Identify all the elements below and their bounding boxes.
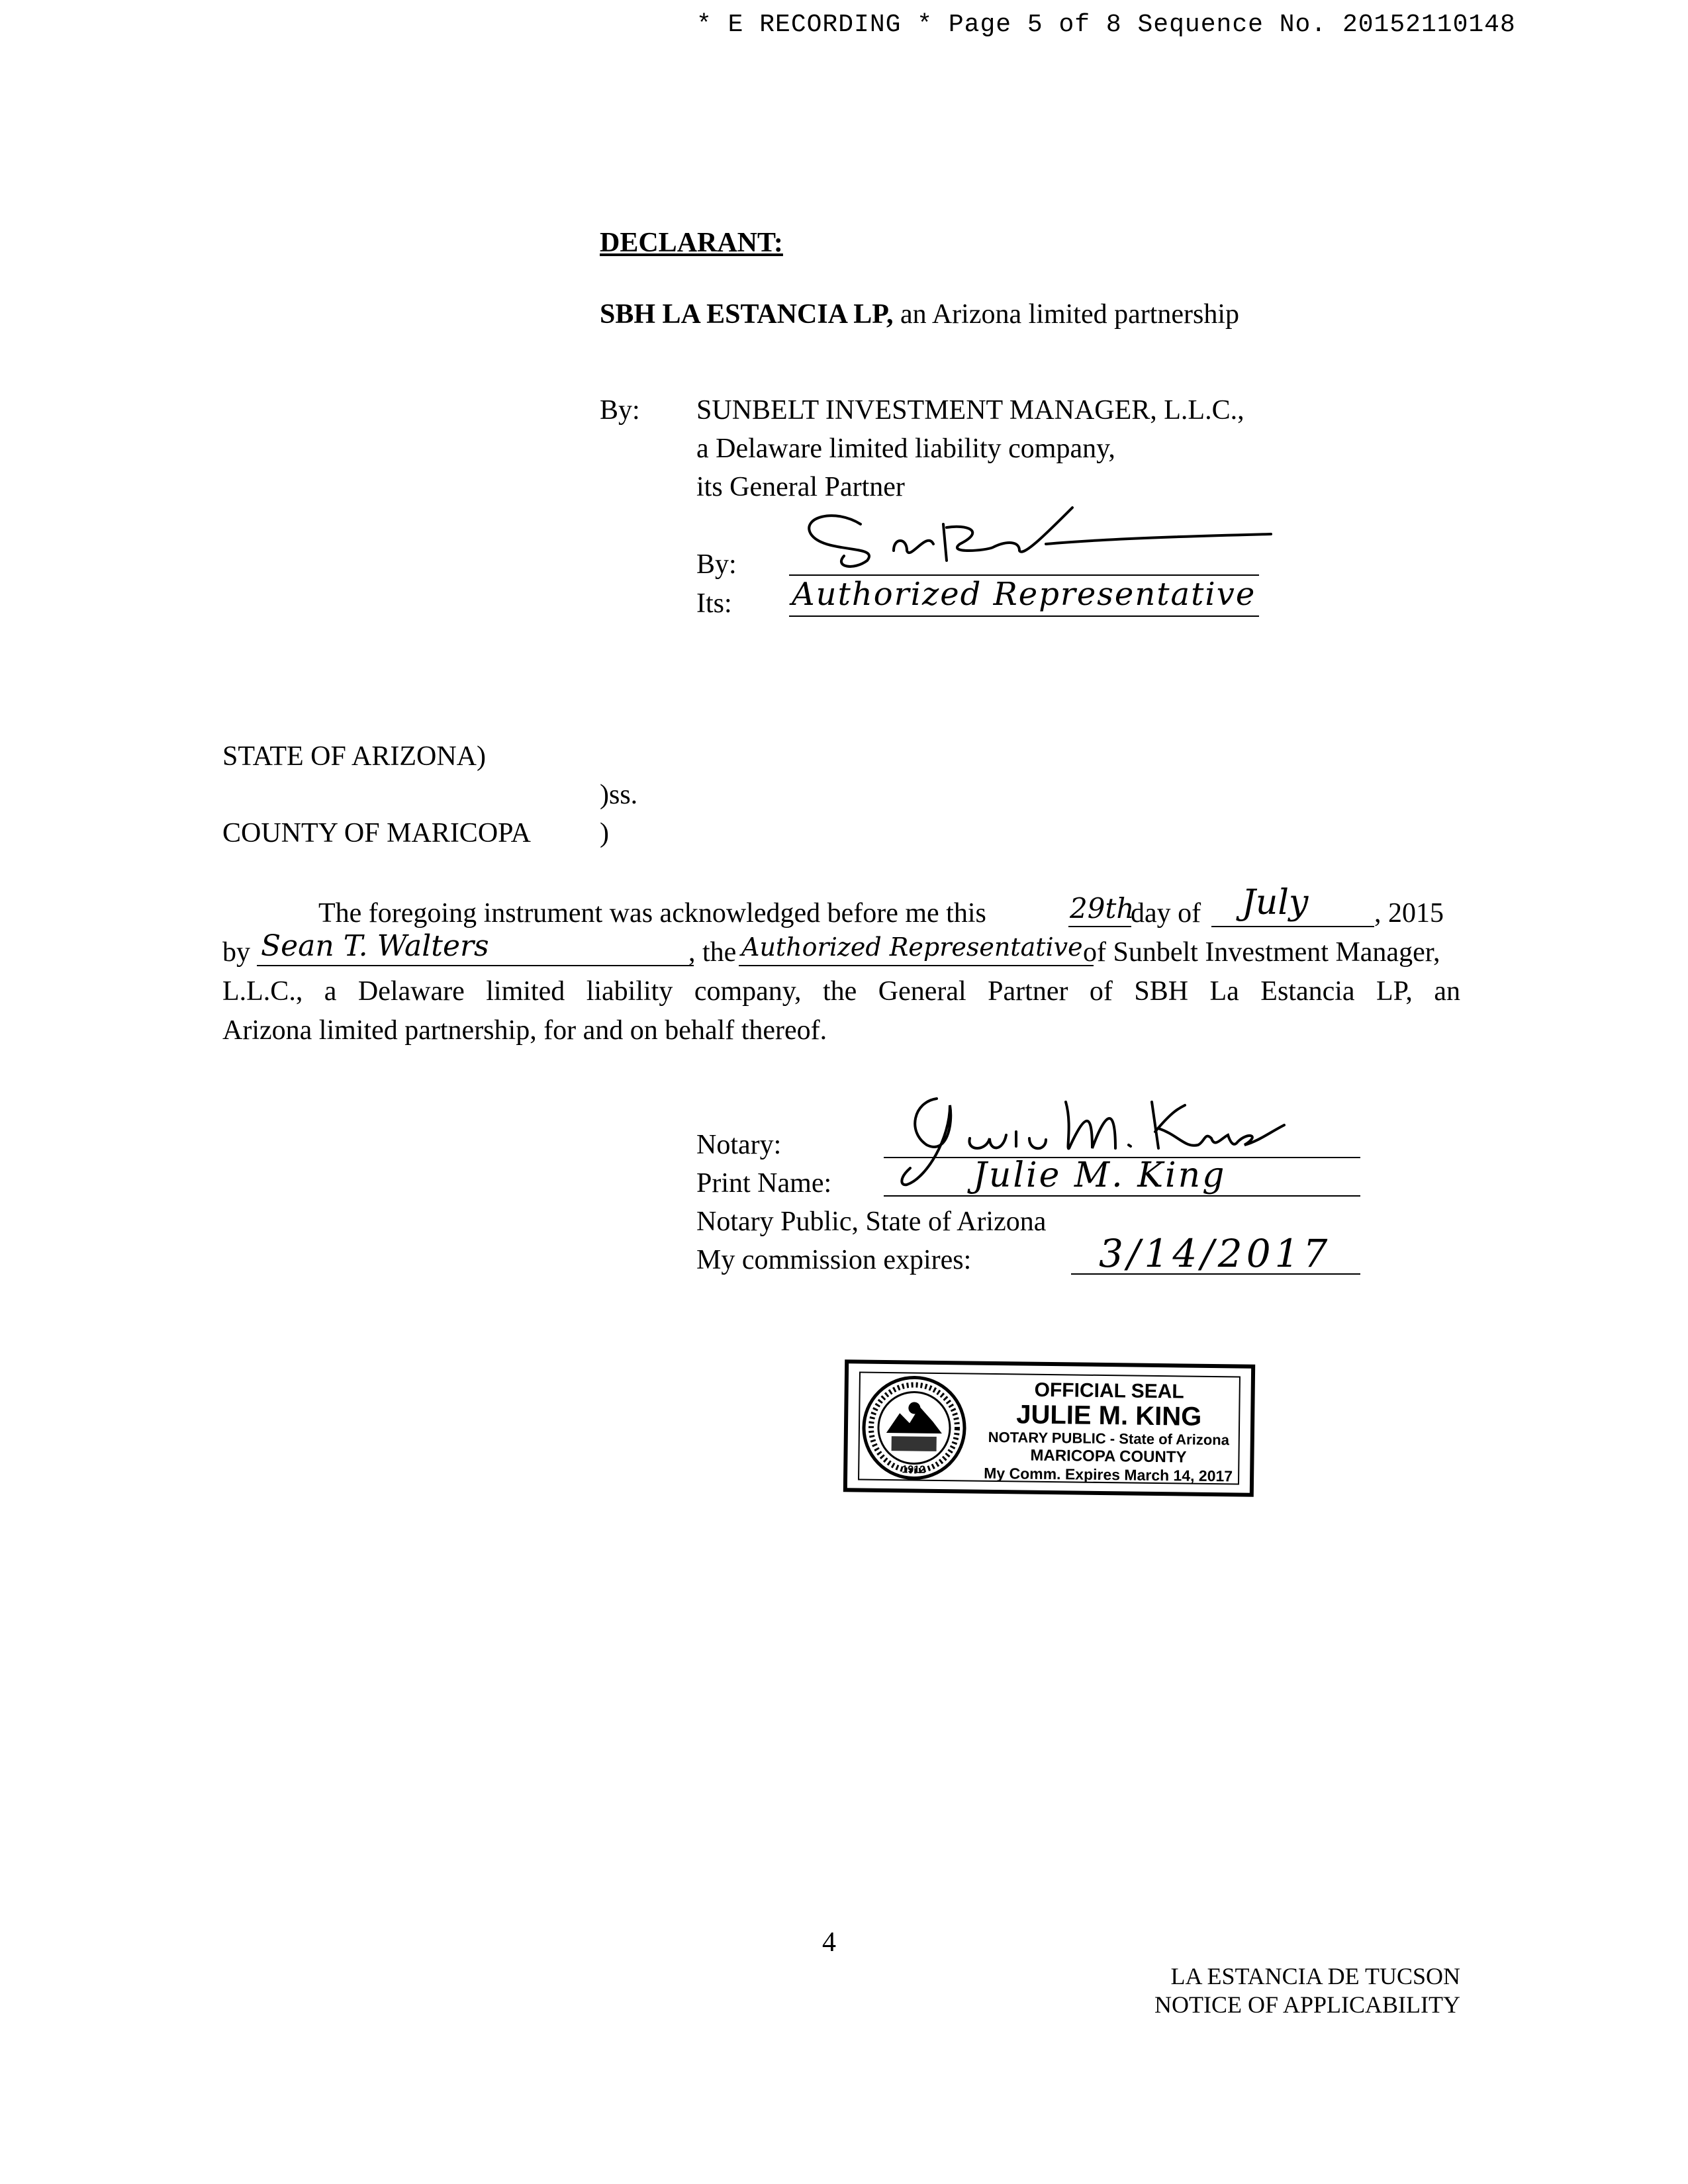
manager-line-2: a Delaware limited liability company, — [696, 433, 1115, 464]
expires-date-handwritten: 3/14/2017 — [1099, 1231, 1332, 1276]
seal-line-5: My Comm. Expires March 14, 2017 — [984, 1464, 1233, 1485]
declarant-party — [600, 298, 1239, 331]
declarant-heading: DECLARANT: — [600, 228, 783, 258]
signer-handwritten: Sean T. Walters — [261, 929, 489, 963]
seal-line-4: MARICOPA COUNTY — [1030, 1446, 1187, 1467]
notary-label: Notary: — [696, 1130, 782, 1160]
commission-expires-label: My commission expires: — [696, 1245, 972, 1275]
ack-line-4-text: Arizona limited partnership, for and on behalf thereof. — [222, 1015, 827, 1046]
county-label: COUNTY OF MARICOPA — [222, 818, 531, 848]
its-title-handwritten: Authorized Representative — [792, 576, 1256, 613]
manager-line-3: its General Partner — [696, 472, 905, 502]
declarant-signature — [794, 504, 1284, 577]
its-line — [789, 615, 1259, 617]
notary-public-line: Notary Public, State of Arizona — [696, 1206, 1047, 1237]
manager-line-1: SUNBELT INVESTMENT MANAGER, L.L.C., — [696, 395, 1244, 426]
state-line: STATE OF ARIZONA) — [222, 741, 486, 772]
the-word: , the — [688, 937, 737, 968]
day-of-label: day of — [1131, 898, 1201, 929]
ack-line-3-text: L.L.C., a Delaware limited liability company, the General Partner of SBH La Estancia LP, an — [222, 976, 1460, 1007]
print-name-line — [884, 1195, 1360, 1197]
seal-line-1: OFFICIAL SEAL — [1034, 1379, 1184, 1403]
month-blank — [1211, 926, 1374, 927]
party-description: an Arizona limited partnership — [893, 299, 1240, 330]
year-label: , 2015 — [1374, 898, 1444, 929]
print-name-label: Print Name: — [696, 1168, 832, 1199]
seal-line-2: JULIE M. KING — [1015, 1400, 1202, 1432]
print-name-handwritten: Julie M. King — [973, 1156, 1227, 1195]
signature-by-label: By: — [696, 549, 737, 580]
ack-line-3 — [222, 972, 1460, 1011]
signature-its-label: Its: — [696, 588, 732, 619]
page-number: 4 — [822, 1927, 836, 1958]
ss-mark: )ss. — [600, 780, 638, 810]
footer-doc-line-1: LA ESTANCIA DE TUCSON — [1170, 1963, 1460, 1989]
title-handwritten: Authorized Representative — [741, 933, 1083, 962]
ack-line-2-rest: of Sunbelt Investment Manager, — [1083, 937, 1440, 968]
party-name: SBH LA ESTANCIA LP, — [600, 299, 894, 330]
ack-line-2 — [222, 929, 1460, 972]
official-notary-seal — [843, 1359, 1255, 1497]
arizona-state-seal-icon — [859, 1373, 969, 1483]
day-handwritten: 29th — [1070, 892, 1135, 925]
month-handwritten: July — [1242, 883, 1309, 923]
seal-line-3: NOTARY PUBLIC - State of Arizona — [988, 1428, 1230, 1449]
recording-header: * E RECORDING * Page 5 of 8 Sequence No. 20152110148 — [696, 11, 1516, 39]
by-word: by — [222, 937, 250, 968]
county-paren: ) — [600, 818, 609, 848]
ack-intro: The foregoing instrument was acknowledged before me this — [318, 898, 986, 929]
by-label: By: — [600, 395, 640, 426]
footer-doc-line-2: NOTICE OF APPLICABILITY — [1154, 1991, 1460, 2018]
acknowledgment-paragraph — [222, 883, 1460, 1050]
ack-line-4 — [222, 1011, 1460, 1050]
svg-text:1912: 1912 — [902, 1464, 926, 1476]
